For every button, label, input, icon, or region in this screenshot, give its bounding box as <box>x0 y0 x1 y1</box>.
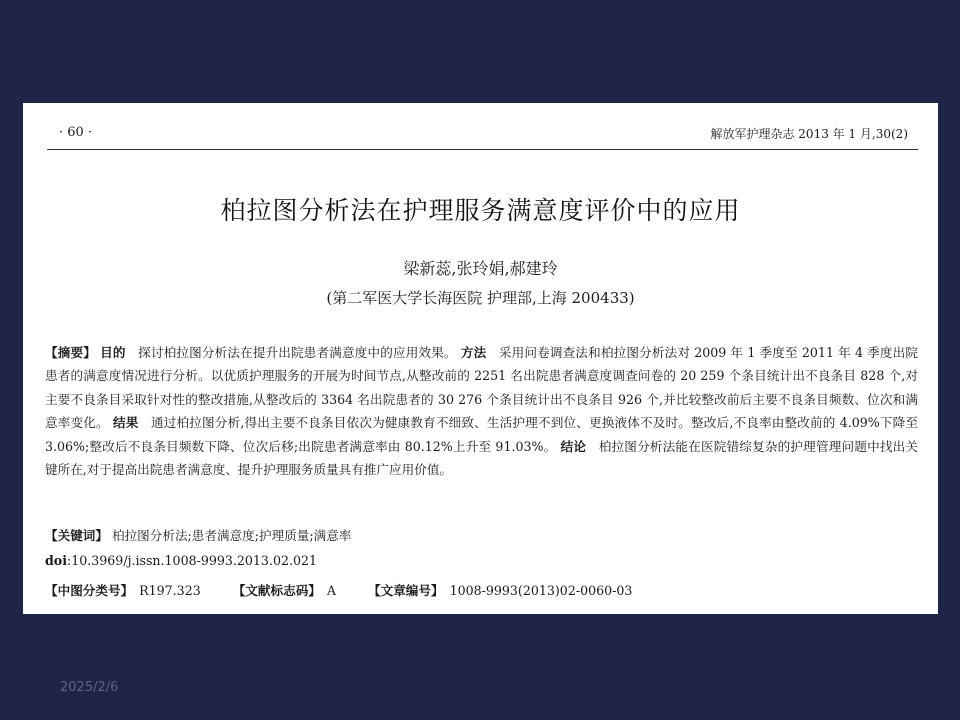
methods-label: 方法 <box>460 345 487 360</box>
slide-date: 2025/2/6 <box>60 680 119 695</box>
objective-label: 目的 <box>100 345 126 360</box>
keywords-text: 柏拉图分析法;患者满意度;护理质量;满意率 <box>111 528 352 543</box>
conclusion-label: 结论 <box>560 438 587 454</box>
abstract-label: 【摘要】 <box>45 345 96 360</box>
clc-value: R197.323 <box>139 583 201 598</box>
article-authors: 梁新蕊,张玲娟,郝建玲 <box>403 259 558 278</box>
article-affiliation: (第二军医大学长海医院 护理部,上海 200433) <box>326 289 635 307</box>
clc-label: 【中图分类号】 <box>45 583 134 598</box>
page-number: · 60 · <box>59 125 93 140</box>
doi-label: doi <box>45 553 67 568</box>
classification-line <box>45 580 660 599</box>
abstract <box>45 341 918 481</box>
article-title: 柏拉图分析法在护理服务满意度评价中的应用 <box>220 196 741 225</box>
results-label: 结果 <box>112 415 139 431</box>
doi <box>45 553 317 568</box>
methods-text: 采用问卷调查法和柏拉图分析法对 2009 年 1 季度至 2011 年 4 季度出院患者的满意度情况进行分析。以优质护理服务的开展为时间节点,从整改前的 2251 名出院患者满意度调查问卷的 20 259 个条目统计出不良条目 828 个,对主要不良条目采取针对性的整改措施,从整改后的 3364 名出院患者的 30 276 个条目统计出不良条目 926 个,并比较整改前后主要不良条目频数、位次和满意率变化。 <box>45 345 919 431</box>
doc-label: 【文献标志码】 <box>232 583 321 598</box>
conclusion-text: 柏拉图分析法能在医院错综复杂的护理管理问题中找出关键所在,对于提高出院患者满意度、提升护理服务质量具有推广应用价值。 <box>45 438 918 478</box>
keywords-label: 【关键词】 <box>45 528 108 543</box>
doi-text: :10.3969/j.issn.1008-9993.2013.02.021 <box>67 553 318 568</box>
header-rule <box>47 149 918 150</box>
article-page-image <box>23 103 938 614</box>
objective-text: 探讨柏拉图分析法在提升出院患者满意度中的应用效果。 <box>138 345 457 360</box>
article-no-label: 【文章编号】 <box>368 583 444 598</box>
keywords <box>45 525 351 544</box>
journal-info: 解放军护理杂志 2013 年 1 月,30(2) <box>710 127 908 141</box>
results-text: 通过柏拉图分析,得出主要不良条目依次为健康教育不细致、生活护理不到位、更换液体不及时。整改后,不良率由整改前的 4.09%下降至 3.06%;整改后不良条目频数下降、位次后移;出院患者满意率由 80.12%上升至 91.03%。 <box>45 415 919 454</box>
article-no-value: 1008-9993(2013)02-0060-03 <box>449 583 633 598</box>
doc-value: A <box>326 583 336 598</box>
